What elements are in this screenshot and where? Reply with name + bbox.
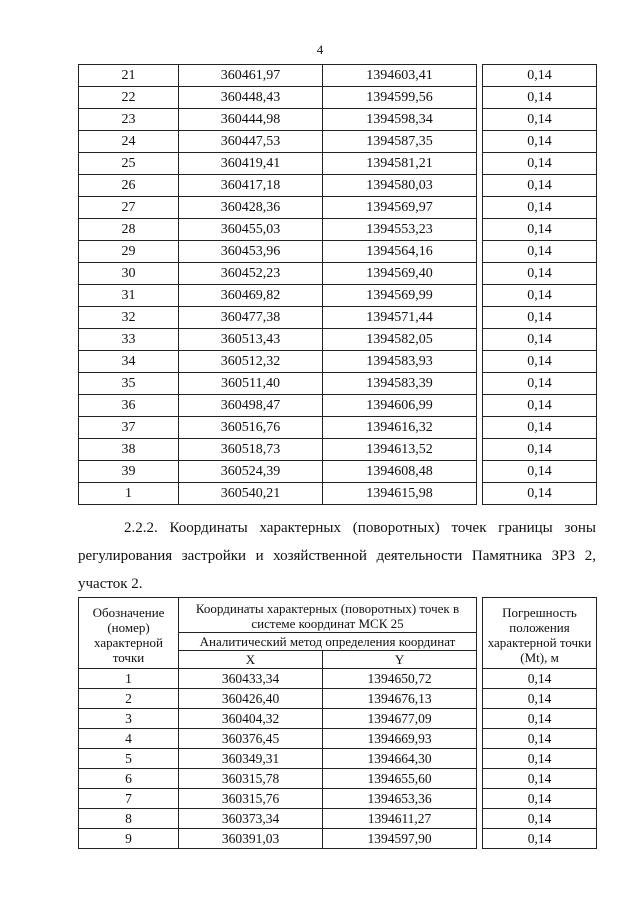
coordinates-table-continued	[78, 64, 597, 505]
table-row	[79, 461, 597, 483]
accuracy-cell: 0,14	[483, 439, 597, 461]
y-coordinate-cell: 1394564,16	[323, 241, 477, 263]
x-coordinate-cell: 360404,32	[179, 709, 323, 729]
table-row	[79, 769, 597, 789]
accuracy-cell: 0,14	[483, 483, 597, 505]
x-coordinate-cell: 360447,53	[179, 131, 323, 153]
accuracy-cell: 0,14	[483, 395, 597, 417]
point-number-cell: 35	[79, 373, 179, 395]
point-number-cell: 28	[79, 219, 179, 241]
point-number-cell: 31	[79, 285, 179, 307]
accuracy-cell: 0,14	[483, 373, 597, 395]
point-number-cell: 37	[79, 417, 179, 439]
table-row	[79, 709, 597, 729]
x-coordinate-cell: 360444,98	[179, 109, 323, 131]
y-coordinate-cell: 1394599,56	[323, 87, 477, 109]
y-coordinate-cell: 1394569,97	[323, 197, 477, 219]
x-coordinate-cell: 360524,39	[179, 461, 323, 483]
y-coordinate-cell: 1394580,03	[323, 175, 477, 197]
table-row	[79, 241, 597, 263]
y-coordinate-cell: 1394615,98	[323, 483, 477, 505]
header-y: Y	[323, 651, 477, 669]
y-coordinate-cell: 1394676,13	[323, 689, 477, 709]
point-number-cell: 7	[79, 789, 179, 809]
table-row	[79, 263, 597, 285]
x-coordinate-cell: 360315,76	[179, 789, 323, 809]
point-number-cell: 24	[79, 131, 179, 153]
point-number-cell: 27	[79, 197, 179, 219]
point-number-cell: 39	[79, 461, 179, 483]
table-row	[79, 373, 597, 395]
point-number-cell: 21	[79, 65, 179, 87]
accuracy-cell: 0,14	[483, 109, 597, 131]
y-coordinate-cell: 1394598,34	[323, 109, 477, 131]
point-number-cell: 25	[79, 153, 179, 175]
point-number-cell: 38	[79, 439, 179, 461]
accuracy-cell: 0,14	[483, 461, 597, 483]
table-row	[79, 395, 597, 417]
y-coordinate-cell: 1394581,21	[323, 153, 477, 175]
y-coordinate-cell: 1394677,09	[323, 709, 477, 729]
section-text-line: 2.2.2. Координаты характерных (поворотных) точек границы зоны	[124, 520, 596, 536]
header-accuracy: Погрешность положения характерной точки (Mt), м	[483, 598, 597, 669]
coordinates-table-body	[79, 65, 597, 505]
point-number-cell: 34	[79, 351, 179, 373]
table-row	[79, 809, 597, 829]
point-number-cell: 3	[79, 709, 179, 729]
accuracy-cell: 0,14	[483, 769, 597, 789]
table-row	[79, 439, 597, 461]
x-coordinate-cell: 360518,73	[179, 439, 323, 461]
x-coordinate-cell: 360512,32	[179, 351, 323, 373]
table-row	[79, 669, 597, 689]
table-row	[79, 153, 597, 175]
x-coordinate-cell: 360516,76	[179, 417, 323, 439]
point-number-cell: 1	[79, 669, 179, 689]
y-coordinate-cell: 1394603,41	[323, 65, 477, 87]
y-coordinate-cell: 1394608,48	[323, 461, 477, 483]
point-number-cell: 4	[79, 729, 179, 749]
accuracy-cell: 0,14	[483, 87, 597, 109]
accuracy-cell: 0,14	[483, 417, 597, 439]
table-row	[79, 219, 597, 241]
y-coordinate-cell: 1394606,99	[323, 395, 477, 417]
header-method: Аналитический метод определения координат	[179, 633, 477, 651]
x-coordinate-cell: 360448,43	[179, 87, 323, 109]
point-number-cell: 1	[79, 483, 179, 505]
table-row	[79, 197, 597, 219]
y-coordinate-cell: 1394655,60	[323, 769, 477, 789]
x-coordinate-cell: 360376,45	[179, 729, 323, 749]
accuracy-cell: 0,14	[483, 175, 597, 197]
point-number-cell: 6	[79, 769, 179, 789]
table-row	[79, 109, 597, 131]
table-row	[79, 131, 597, 153]
y-coordinate-cell: 1394616,32	[323, 417, 477, 439]
table-row	[79, 175, 597, 197]
point-number-cell: 9	[79, 829, 179, 849]
y-coordinate-cell: 1394583,93	[323, 351, 477, 373]
coordinates-table-plot-2	[78, 597, 597, 849]
y-coordinate-cell: 1394653,36	[323, 789, 477, 809]
point-number-cell: 26	[79, 175, 179, 197]
table-row	[79, 351, 597, 373]
x-coordinate-cell: 360349,31	[179, 749, 323, 769]
accuracy-cell: 0,14	[483, 829, 597, 849]
header-coordinates-title: Координаты характерных (поворотных) точек в системе координат МСК 25	[179, 598, 477, 633]
y-coordinate-cell: 1394582,05	[323, 329, 477, 351]
accuracy-cell: 0,14	[483, 65, 597, 87]
x-coordinate-cell: 360498,47	[179, 395, 323, 417]
accuracy-cell: 0,14	[483, 809, 597, 829]
accuracy-cell: 0,14	[483, 307, 597, 329]
x-coordinate-cell: 360477,38	[179, 307, 323, 329]
point-number-cell: 8	[79, 809, 179, 829]
point-number-cell: 22	[79, 87, 179, 109]
y-coordinate-cell: 1394597,90	[323, 829, 477, 849]
point-number-cell: 5	[79, 749, 179, 769]
table-row	[79, 285, 597, 307]
table-row	[79, 87, 597, 109]
x-coordinate-cell: 360540,21	[179, 483, 323, 505]
page-number: 4	[316, 42, 324, 57]
accuracy-cell: 0,14	[483, 689, 597, 709]
x-coordinate-cell: 360513,43	[179, 329, 323, 351]
section-text-line: участок 2.	[78, 576, 143, 592]
accuracy-cell: 0,14	[483, 351, 597, 373]
point-number-cell: 36	[79, 395, 179, 417]
accuracy-cell: 0,14	[483, 131, 597, 153]
point-number-cell: 32	[79, 307, 179, 329]
accuracy-cell: 0,14	[483, 219, 597, 241]
accuracy-cell: 0,14	[483, 669, 597, 689]
header-designation: Обозначение (номер) характерной точки	[79, 598, 179, 669]
accuracy-cell: 0,14	[483, 241, 597, 263]
y-coordinate-cell: 1394587,35	[323, 131, 477, 153]
x-coordinate-cell: 360455,03	[179, 219, 323, 241]
x-coordinate-cell: 360511,40	[179, 373, 323, 395]
accuracy-cell: 0,14	[483, 729, 597, 749]
y-coordinate-cell: 1394569,40	[323, 263, 477, 285]
y-coordinate-cell: 1394613,52	[323, 439, 477, 461]
table-row	[79, 417, 597, 439]
table-row	[79, 689, 597, 709]
x-coordinate-cell: 360453,96	[179, 241, 323, 263]
x-coordinate-cell: 360469,82	[179, 285, 323, 307]
accuracy-cell: 0,14	[483, 749, 597, 769]
x-coordinate-cell: 360315,78	[179, 769, 323, 789]
point-number-cell: 2	[79, 689, 179, 709]
table-row	[79, 829, 597, 849]
y-coordinate-cell: 1394611,27	[323, 809, 477, 829]
table-row	[79, 729, 597, 749]
table-row	[79, 749, 597, 769]
section-text-line: регулирования застройки и хозяйственной деятельности Памятника ЗРЗ 2,	[78, 548, 596, 564]
x-coordinate-cell: 360373,34	[179, 809, 323, 829]
x-coordinate-cell: 360461,97	[179, 65, 323, 87]
coordinates-table-body	[79, 669, 597, 849]
accuracy-cell: 0,14	[483, 263, 597, 285]
accuracy-cell: 0,14	[483, 197, 597, 219]
table-row	[79, 789, 597, 809]
table-row	[79, 65, 597, 87]
x-coordinate-cell: 360391,03	[179, 829, 323, 849]
y-coordinate-cell: 1394553,23	[323, 219, 477, 241]
header-x: X	[179, 651, 323, 669]
table-row	[79, 329, 597, 351]
x-coordinate-cell: 360452,23	[179, 263, 323, 285]
x-coordinate-cell: 360417,18	[179, 175, 323, 197]
point-number-cell: 30	[79, 263, 179, 285]
x-coordinate-cell: 360428,36	[179, 197, 323, 219]
y-coordinate-cell: 1394571,44	[323, 307, 477, 329]
table-row	[79, 483, 597, 505]
point-number-cell: 29	[79, 241, 179, 263]
accuracy-cell: 0,14	[483, 789, 597, 809]
accuracy-cell: 0,14	[483, 329, 597, 351]
point-number-cell: 33	[79, 329, 179, 351]
y-coordinate-cell: 1394583,39	[323, 373, 477, 395]
accuracy-cell: 0,14	[483, 709, 597, 729]
accuracy-cell: 0,14	[483, 153, 597, 175]
y-coordinate-cell: 1394669,93	[323, 729, 477, 749]
table-header	[79, 598, 597, 669]
section-heading-paragraph	[78, 514, 596, 598]
point-number-cell: 23	[79, 109, 179, 131]
accuracy-cell: 0,14	[483, 285, 597, 307]
x-coordinate-cell: 360433,34	[179, 669, 323, 689]
x-coordinate-cell: 360419,41	[179, 153, 323, 175]
y-coordinate-cell: 1394664,30	[323, 749, 477, 769]
x-coordinate-cell: 360426,40	[179, 689, 323, 709]
y-coordinate-cell: 1394650,72	[323, 669, 477, 689]
y-coordinate-cell: 1394569,99	[323, 285, 477, 307]
table-row	[79, 307, 597, 329]
